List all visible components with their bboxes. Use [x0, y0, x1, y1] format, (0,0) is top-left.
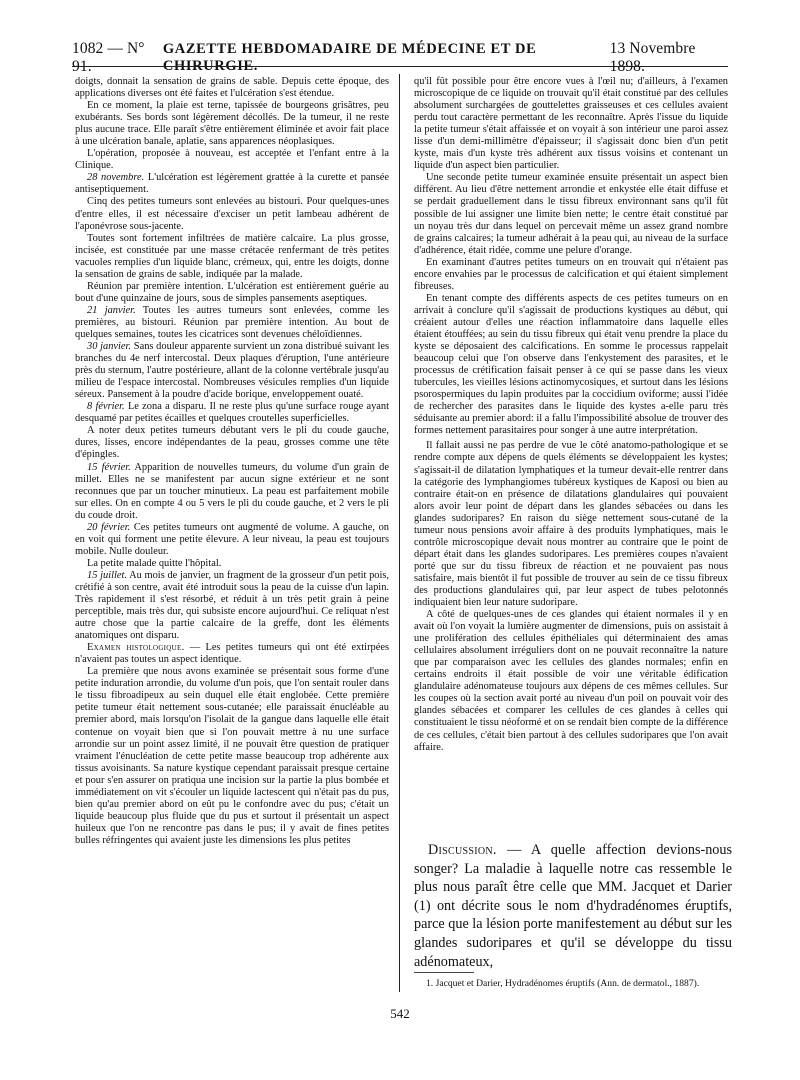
- discussion-lead: Discussion.: [428, 842, 497, 858]
- paragraph-text: Il fallait aussi ne pas perdre de vue le côté anatomo-pathologique et se rendre compte aux dépens de quels éléments se développaient les kystes; s'agissait-il de dilatation lymphatiques et la tumeur devait-elle rentrer dans la catégorie des lymphangiomes tubéreux kystiques de Kaposi ou bien au contraire était-on en présence de dilatations glandulaires qui pouvaient alors avoir leur point de départ dans les glandes sébacées ou dans les glandes sudoripares? En raison du siège nettement sous-cutané de la tumeur nous pensions avoir affaire à des produits lymphatiques, mais le contrôle microscopique devait nous montrer au contraire que le point de départ était dans les glandes sudoripares. Les premières coupes n'avaient porté que sur du tissu fibreux de réaction et ne pouvaient pas nous satisfaire, mais bientôt il fut possible de trouver au sein de ce tissu fibreux des productions glandulaires qui, par leur aspect de tubes pelotonnés indiquaient bien leur nature sudoripare.: [414, 440, 728, 609]
- paragraph: [75, 341, 389, 401]
- paragraph-text: En tenant compte des différents aspects de ces petites tumeurs on en arrivait à conclure qu'il s'agissait de productions kystiques au début, qui créaient autour d'elles une réaction inflammatoire dans laquelle elles étaient étouffées; au sein du tissu fibreux qui était venu prendre la place du kyste se déposaient des calcifications. En somme le processus rappelait beaucoup celui que l'on observe dans l'enkystement des parasites, et le processus de crétification faisait penser à ce qui se passe dans les vieux tubercules, les vieilles lésions actinomycosiques, et surtout dans les lésions psorospermiques du lapin produites par la coccidium oviforme; aussi l'idée de rechercher des parasites dans le liquide des kystes a-elle paru très séduisante au premier abord: il a fallu l'impossibilité absolue de trouver des formes nettement parasitaires pour songer à une autre interprétation.: [414, 292, 728, 437]
- paragraph-text: L'ulcération est légèrement grattée à la curette et pansée antiseptiquement.: [75, 172, 389, 196]
- footnote: 1. Jacquet et Darier, Hydradénomes éruptifs (Ann. de dermatol., 1887).: [426, 978, 700, 989]
- paragraph-text: Réunion par première intention. L'ulcération est entièrement guérie au bout d'une quinzaine de jours, sous de simples pansements aseptiques.: [75, 280, 389, 304]
- paragraph: [75, 233, 389, 281]
- paragraph-text: La petite malade quitte l'hôpital.: [87, 557, 222, 569]
- entry-date: 20 février.: [87, 521, 131, 533]
- paragraph: [75, 558, 389, 570]
- paragraph: [75, 462, 389, 522]
- paragraph-text: En examinant d'autres petites tumeurs on en trouvait qui n'étaient pas encore envahies par le processus de calcification et qui étaient simplement fibreuses.: [414, 256, 728, 292]
- paragraph: [414, 257, 728, 293]
- header-rule: [72, 66, 728, 67]
- page-number: 542: [390, 1006, 410, 1021]
- paragraph: [414, 440, 728, 609]
- paragraph: [414, 76, 728, 172]
- section-lead: Examen histologique.: [87, 642, 185, 654]
- issue-date: 13 Novembre 1898.: [609, 40, 696, 75]
- paragraph: [75, 570, 389, 642]
- paragraph-text: Apparition de nouvelles tumeurs, du volume d'un grain de millet. Elles ne se manifestent par aucun signe extérieur et ne sont reconnues que par un toucher minutieux. La peau est parfaitement mobile sur elles. On en compte 4 ou 5 vers le pli du coude gauche, et 2 vers le pli du coude droit.: [75, 461, 389, 521]
- paragraph: [75, 196, 389, 232]
- entry-date: 15 février.: [87, 461, 131, 473]
- paragraph: [75, 172, 389, 196]
- paragraph: [75, 148, 389, 172]
- discussion-paragraph: [414, 841, 732, 971]
- paragraph-text: Toutes les autres tumeurs sont enlevées, comme les premières, au bistouri. Réunion par première intention. Au bout de quelques semaines, toutes les cicatrices sont devenues chéloïdiennes.: [75, 304, 389, 340]
- paragraph: [75, 281, 389, 305]
- entry-date: 30 janvier.: [87, 341, 132, 353]
- paragraph: [75, 425, 389, 461]
- entry-date: 15 juillet.: [87, 569, 127, 581]
- paragraph-text: qu'il fût possible pour être encore vues à l'œil nu; d'ailleurs, à l'examen microscopique de ce liquide on trouvait qu'il était constitué par des cellules absolument surchargées de gouttelettes graisseuses et ces cellules avaient perdu tout caractère permettant de les reconnaître. Après l'issue du liquide la petite tumeur s'était affaissée et on voyait à son intérieur une paroi assez lisse d'un demi-millimètre d'épaisseur; il s'agissait donc bien d'un petit kyste, mais d'un kyste très adhérent aux tissus voisins et contenant un liquide d'un aspect bien particulier.: [414, 76, 728, 172]
- paragraph-text: A côté de quelques-unes de ces glandes qui étaient normales il y en avait où l'on voyait la lumière augmenter de dimensions, puis on assistait à une prolifération des cellules épithéliales qui déterminaient des amas cellulaires absolument irréguliers dont on ne pouvait reconnaître la nature que par comparaison avec les cellules des glandes normales; enfin en certains endroits il était possible de voir une véritable édification glandulaire adénomateuse toujours aux dépens de ces mêmes cellules. Sur les coupes où la section avait porté au niveau d'un poil on pouvait voir des glandes sébacées et comparer les cellules de ces glandes à celles qui constituaient le tissu néoformé et on se rendait bien compte de la différence de ces cellules, c'était bien partout à des cellules sudoripares que l'on avait affaire.: [414, 609, 728, 753]
- paragraph-text: Sans douleur apparente survient un zona distribué suivant les branches du 4e nerf intercostal. Deux plaques d'éruption, l'une antérieure près du sternum, l'autre postérieure, allant de la colonne vertébrale jusqu'au milieu de l'espace intercostal. Nombreuses vésicules remplies d'un liquide séreux. Pansement à la poudre d'acide borique, enveloppement ouaté.: [75, 341, 389, 401]
- paragraph: [75, 401, 389, 425]
- discussion-text: — A quelle affection devions-nous songer? La maladie à laquelle notre cas ressemble le plus nous paraît être celle que MM. Jacquet et Darier (1) ont décrite sous le nom d'hydradénomes éruptifs, parce que la lésion porte manifestement au début sur les glandes sudoripares et qu'il se développe du tissu adénomateux,: [414, 842, 732, 970]
- entry-date: 21 janvier.: [87, 304, 136, 316]
- left-column: [75, 76, 389, 847]
- paragraph-text: Toutes sont fortement infiltrées de matière calcaire. La plus grosse, incisée, est constituée par une masse crétacée renfermant de très petites vacuoles remplies d'un liquide blanc, crémeux, qui, entre les doigts, donne la sensation de grains de sable, indiquée par la malade.: [75, 232, 389, 280]
- right-column: [414, 76, 728, 754]
- paragraph-text: Ces petites tumeurs ont augmenté de volume. A gauche, on en voit qui forment une petite élevure. A leur niveau, la peau est toujours mobile. Nulle douleur.: [75, 521, 389, 557]
- column-rule: [399, 74, 400, 992]
- discussion-section: [414, 841, 732, 971]
- entry-date: 8 février.: [87, 401, 125, 413]
- running-header: [72, 40, 728, 75]
- entry-date: 28 novembre.: [87, 172, 145, 184]
- paragraph-text: A noter deux petites tumeurs débutant vers le pli du coude gauche, dures, lisses, encore indépendantes de la peau, grosses comme une tête d'épingles.: [75, 425, 389, 461]
- paragraph: [75, 305, 389, 341]
- paragraph: [414, 293, 728, 438]
- paragraph: [75, 642, 389, 666]
- journal-title: GAZETTE HEBDOMADAIRE DE MÉDECINE ET DE CHIRURGIE.: [162, 41, 537, 74]
- issue-number: 1082 — N° 91.: [72, 40, 145, 75]
- paragraph-text: Au mois de janvier, un fragment de la grosseur d'un petit pois, crétifié à son centre, avait été introduit sous la peau de la cuisse d'un lapin. Très rapidement il s'est résorbé, et réduit à un très petit grain à peine perceptible, mais très dur, qui subsiste encore aujourd'hui. Ce reliquat n'est autre chose que la partie calcaire de la greffe, dont les éléments anatomiques ont disparu.: [75, 569, 389, 642]
- paragraph: [75, 666, 389, 847]
- footnote-rule: [414, 972, 474, 973]
- paragraph: [414, 172, 728, 256]
- paragraph-text: Le zona a disparu. Il ne reste plus qu'une surface rouge ayant desquamé par petites écailles et quelques croutelles superficielles.: [75, 401, 389, 425]
- paragraph: [75, 100, 389, 148]
- paragraph: [414, 609, 728, 754]
- paragraph-text: — Les petites tumeurs qui ont été extirpées n'avaient pas toutes un aspect identique.: [75, 642, 389, 666]
- paragraph-text: En ce moment, la plaie est terne, tapissée de bourgeons grisâtres, peu exubérants. Ses bords sont légèrement décollés. De la tumeur, il ne reste plus aucune trace. Elle paraît s'être entièrement éliminée et avoir fait place à une ulcération banale, aplatie, sans apparences néoplasiques.: [75, 100, 389, 148]
- paragraph-text: L'opération, proposée à nouveau, est acceptée et l'enfant entre à la Clinique.: [75, 148, 389, 172]
- paragraph-text: La première que nous avons examinée se présentait sous forme d'une petite induration arrondie, du volume d'un pois, que l'on sentait rouler dans le tissu fibroadipeux au sein duquel elle était englobée. Cette première petite tumeur était nettement sous-cutanée; elle paraissait énucléable au premier abord, mais lorsqu'on l'isolait de la gangue dans laquelle elle était contenue on voyait bien que si l'on pouvait mettre à nu une surface arrondie sur un point assez limité, il ne pouvait être question de pratiquer vraiment l'énucléation de cette petite masse beaucoup trop adhérente aux tissus avoisinants. Sa nature kystique cependant paraissait presque certaine et pour s'en assurer on pratiqua une incision sur la partie la plus bombée et immédiatement on vit s'écouler un liquide lactescent qui n'était pas du pus, bien qu'au premier abord on eût pu le confondre avec du pus; c'était un liquide beaucoup plus fluide que du pus et surtout il présentait un aspect huileux que l'on ne rencontre pas dans le pus; il y avait de fines petites bulles réfringentes qui avaient juste les dimensions les plus petites: [75, 666, 389, 846]
- paragraph-text: Une seconde petite tumeur examinée ensuite présentait un aspect bien différent. Au lieu d'être nettement arrondie et enkystée elle était diffuse et se perdait graduellement dans le tissu fibreux environnant sans qu'il fût possible de lui assigner une limite bien nette; le centre était constitué par un noyau très dur dans lequel on percevait même un assez grand nombre de grains calcaires; la tumeur adhérait à la peau qui, au niveau de la surface d'adhérence, était ridée, comme une pelure d'orange.: [414, 172, 728, 256]
- paragraph: [75, 76, 389, 100]
- paragraph: [75, 522, 389, 558]
- paragraph-text: Cinq des petites tumeurs sont enlevées au bistouri. Pour quelques-unes d'entre elles, il est nécessaire d'exciser un petit lambeau adhérent de l'aponévrose sous-jacente.: [75, 196, 389, 232]
- paragraph-text: doigts, donnait la sensation de grains de sable. Depuis cette époque, des applications diverses ont été faites et l'ulcération s'est étendue.: [75, 76, 389, 100]
